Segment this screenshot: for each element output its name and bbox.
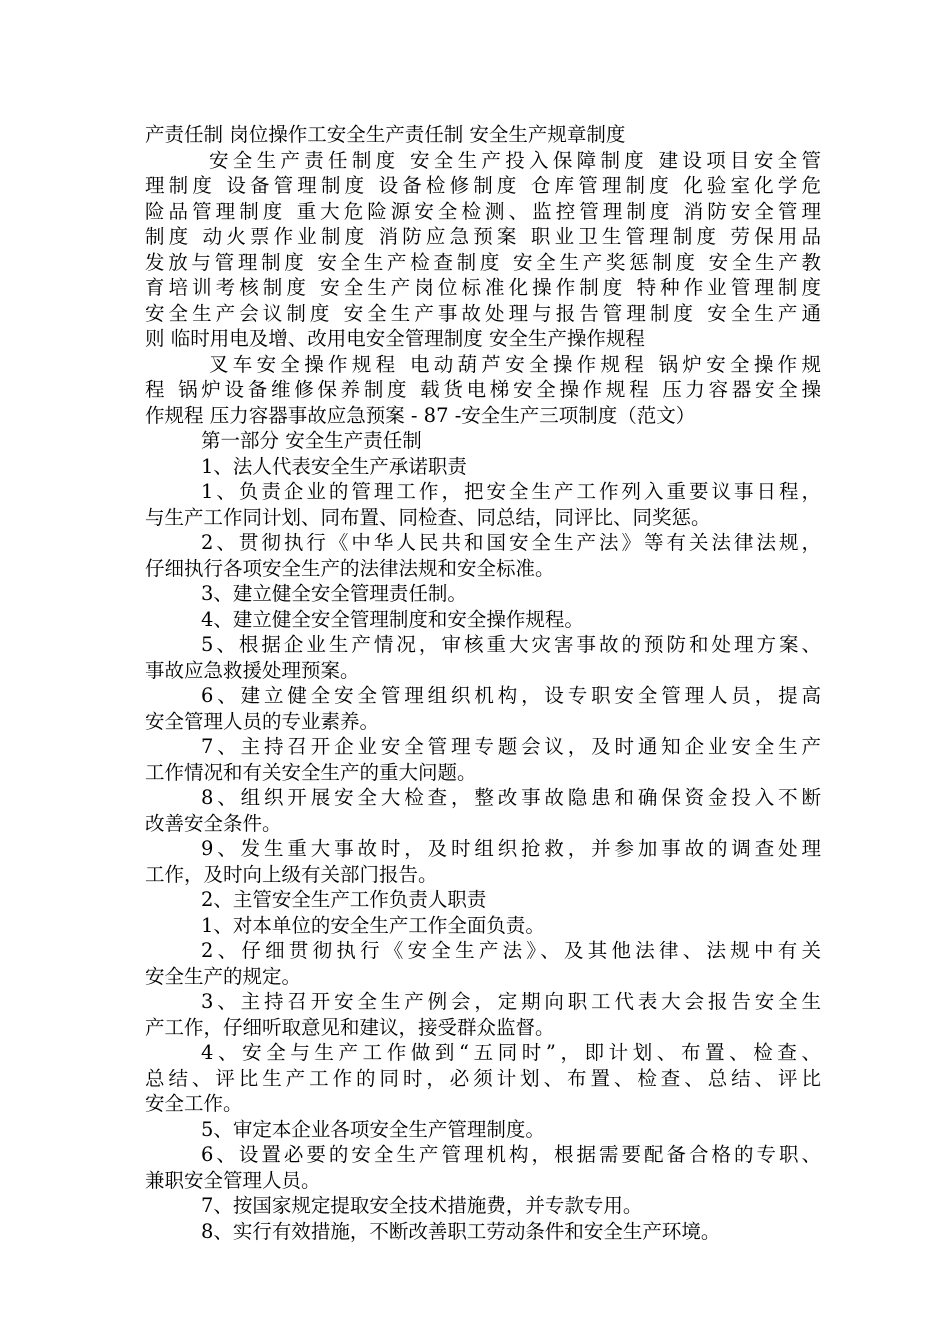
text-line: 理制度 设备管理制度 设备检修制度 仓库管理制度 化验室化学危 [145,174,821,197]
text-line: 安全生产会议制度 安全生产事故处理与报告管理制度 安全生产通 [145,301,821,325]
text-line: 制度 动火票作业制度 消防应急预案 职业卫生管理制度 劳保用品 [145,225,821,248]
text-line: 则 临时用电及增、改用电安全管理制度 安全生产操作规程 [145,327,645,350]
text-line: 1、对本单位的安全生产工作全面负责。 [201,913,545,937]
text-line: 作规程 压力容器事故应急预案 - 87 -安全生产三项制度（范文） [145,403,696,427]
text-line: 安全管理人员的专业素养。 [145,709,380,733]
text-line: 4、建立健全安全管理制度和安全操作规程。 [201,607,584,631]
text-line: 8、组织开展安全大检查，整改事故隐患和确保资金投入不断 [201,786,821,809]
text-line: 兼职安全管理人员。 [145,1168,321,1192]
text-line: 安全生产责任制度 安全生产投入保障制度 建设项目安全管 [209,148,821,172]
text-line: 8、实行有效措施，不断改善职工劳动条件和安全生产环境。 [201,1219,721,1243]
text-line: 险品管理制度 重大危险源安全检测、监控管理制度 消防安全管理 [145,199,821,223]
text-line: 产责任制 岗位操作工安全生产责任制 安全生产规章制度 [145,123,626,146]
text-line: 工作情况和有关安全生产的重大问题。 [145,760,477,784]
text-line: 6、设置必要的安全生产管理机构，根据需要配备合格的专职、 [201,1143,821,1166]
text-line: 仔细执行各项安全生产的法律法规和安全标准。 [145,556,555,580]
text-line: 1、负责企业的管理工作，把安全生产工作列入重要议事日程， [201,480,821,503]
text-line: 5、审定本企业各项安全生产管理制度。 [201,1117,545,1141]
text-line: 事故应急救援处理预案。 [145,658,360,682]
text-line: 程 锅炉设备维修保养制度 载货电梯安全操作规程 压力容器安全操 [145,378,821,401]
text-line: 安全生产的规定。 [145,964,302,988]
text-line: 2、贯彻执行《中华人民共和国安全生产法》等有关法律法规， [201,531,821,554]
text-line: 产工作，仔细听取意见和建议，接受群众监督。 [145,1015,555,1039]
text-line: 5、根据企业生产情况，审核重大灾害事故的预防和处理方案、 [201,633,821,656]
text-line: 2、主管安全生产工作负责人职责 [201,888,487,911]
text-line: 与生产工作同计划、同布置、同检查、同总结，同评比、同奖惩。 [145,505,711,529]
document-page [145,122,821,1244]
text-line: 4、安全与生产工作做到“五同时”，即计划、布置、检查、 [201,1041,821,1064]
text-line: 9、发生重大事故时，及时组织抢救，并参加事故的调查处理 [201,837,821,860]
text-line: 7、主持召开企业安全管理专题会议，及时通知企业安全生产 [201,735,821,758]
text-line: 1、法人代表安全生产承诺职责 [201,454,467,478]
text-line: 叉车安全操作规程 电动葫芦安全操作规程 锅炉安全操作规 [209,352,821,376]
text-line: 工作，及时向上级有关部门报告。 [145,862,438,886]
text-line: 发放与管理制度 安全生产检查制度 安全生产奖惩制度 安全生产教 [145,250,821,274]
text-line: 安全工作。 [145,1092,243,1115]
text-line: 3、建立健全安全管理责任制。 [201,582,467,605]
text-line: 总结、评比生产工作的同时，必须计划、布置、检查、总结、评比 [145,1066,821,1090]
text-line: 3、主持召开安全生产例会，定期向职工代表大会报告安全生 [201,990,821,1013]
text-line: 2、仔细贯彻执行《安全生产法》、及其他法律、法规中有关 [201,939,821,962]
text-line: 育培训考核制度 安全生产岗位标准化操作制度 特种作业管理制度 [145,276,821,299]
text-line: 改善安全条件。 [145,811,282,835]
text-line: 6、建立健全安全管理组织机构，设专职安全管理人员，提高 [201,684,821,707]
text-line: 第一部分 安全生产责任制 [201,429,422,452]
text-line: 7、按国家规定提取安全技术措施费，并专款专用。 [201,1194,643,1217]
